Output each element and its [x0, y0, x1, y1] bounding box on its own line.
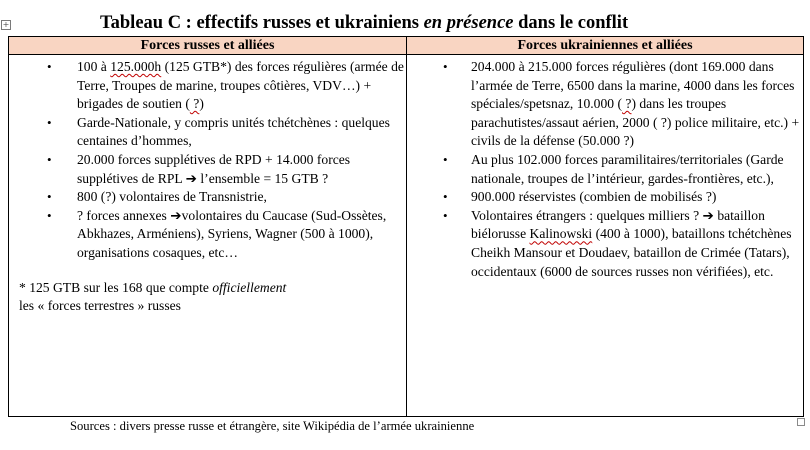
item-text-flagged: 125.000h [110, 59, 162, 74]
bullet-icon: • [47, 207, 52, 223]
list-item [9, 188, 406, 207]
forces-table [8, 36, 804, 417]
table-body-row [9, 55, 804, 417]
item-text: Garde-Nationale, y compris unités tchétchènes : quelques centaines d’hommes, [77, 114, 390, 149]
list-item [9, 58, 406, 114]
item-text: 800 (?) volontaires de Transnistrie, [77, 189, 267, 205]
table-title [100, 12, 628, 34]
bullet-icon: • [47, 151, 52, 167]
item-text-flagged: ? [189, 96, 200, 112]
header-russian-forces: Forces russes et alliées [9, 37, 407, 55]
item-text-flagged: ? [622, 96, 632, 112]
item-text: (400 à 1000), bataillons tchétchènes Cheikh Mansour et Doudaev, bataillon de Crimée (Tatars), occidentaux (6000 de sources russes non vérifiées), etc. [471, 226, 792, 279]
item-text: 20.000 forces supplétives de RPD + 14.000 forces supplétives de RPL ➔ l’ensemble = 15 GTB ? [77, 151, 351, 186]
list-item [407, 151, 803, 188]
item-text: Au plus 102.000 forces paramilitaires/territoriales (Garde nationale, troupes de l’intérieur, gardes-frontières, etc.), [471, 151, 784, 186]
item-text: Volontaires étrangers : quelques milliers ? ➔ bataillon biélorusse [471, 207, 765, 242]
bullet-icon: • [47, 189, 52, 205]
footnote [19, 279, 406, 316]
item-text: ) [199, 96, 204, 112]
list-item [9, 114, 406, 151]
list-item [407, 58, 803, 151]
list-item [407, 188, 803, 207]
sources-caption: Sources : divers presse russe et étrangère, site Wikipédia de l’armée ukrainienne [70, 419, 475, 433]
footnote-text: * 125 GTB sur les 168 que compte [19, 279, 213, 295]
table-move-handle[interactable]: + [2, 20, 10, 29]
ukrainian-forces-cell [407, 55, 804, 417]
title-part-3: dans le conflit [513, 13, 629, 33]
ukrainian-forces-list [407, 58, 803, 281]
footnote-emphasis: officiellement [212, 279, 287, 295]
footnote-text: les « forces terrestres » russes [19, 298, 181, 314]
list-item [9, 151, 406, 188]
header-ukrainian-forces: Forces ukrainiennes et alliées [407, 37, 804, 55]
list-item [407, 207, 803, 281]
russian-forces-list [9, 58, 406, 263]
title-part-1: Tableau C : effectifs russes et ukrainiens [100, 13, 424, 33]
item-text: 900.000 réservistes (combien de mobilisés ?) [471, 189, 717, 205]
bullet-icon: • [47, 114, 52, 130]
item-text: 100 à [77, 59, 111, 74]
item-text: ? forces annexes ➔volontaires du Caucase (Sud-Ossètes, Abkhazes, Arméniens), Syriens, Wagner (500 à 1000), organisations cosaques, etc… [77, 207, 387, 260]
item-text: ) dans les troupes parachutistes/assaut aérien, 2000 ( ?) police militaire, etc.) + civils de la défense (50.000 ?) [471, 96, 800, 149]
bullet-icon: • [47, 59, 52, 74]
list-item [9, 207, 406, 263]
bullet-icon: • [443, 189, 448, 205]
title-part-2: en présence [423, 13, 514, 33]
item-text: 204.000 à 215.000 forces régulières (dont 169.000 dans l’armée de Terre, 6500 dans la marine, 4000 dans les forces spéciales/spetsnaz, 10.000 ( [471, 59, 795, 112]
bullet-icon: • [443, 151, 448, 167]
bullet-icon: • [443, 207, 448, 223]
bullet-icon: • [443, 59, 448, 74]
table-resize-handle[interactable] [797, 418, 805, 426]
item-text-flagged: Kalinowski [529, 226, 593, 242]
russian-forces-cell [9, 55, 407, 417]
item-text: (125 GTB*) des forces régulières (armée de Terre, Troupes de marine, troupes côtières, VDV…) + brigades de soutien ( [77, 59, 404, 112]
table-header-row [9, 37, 804, 55]
